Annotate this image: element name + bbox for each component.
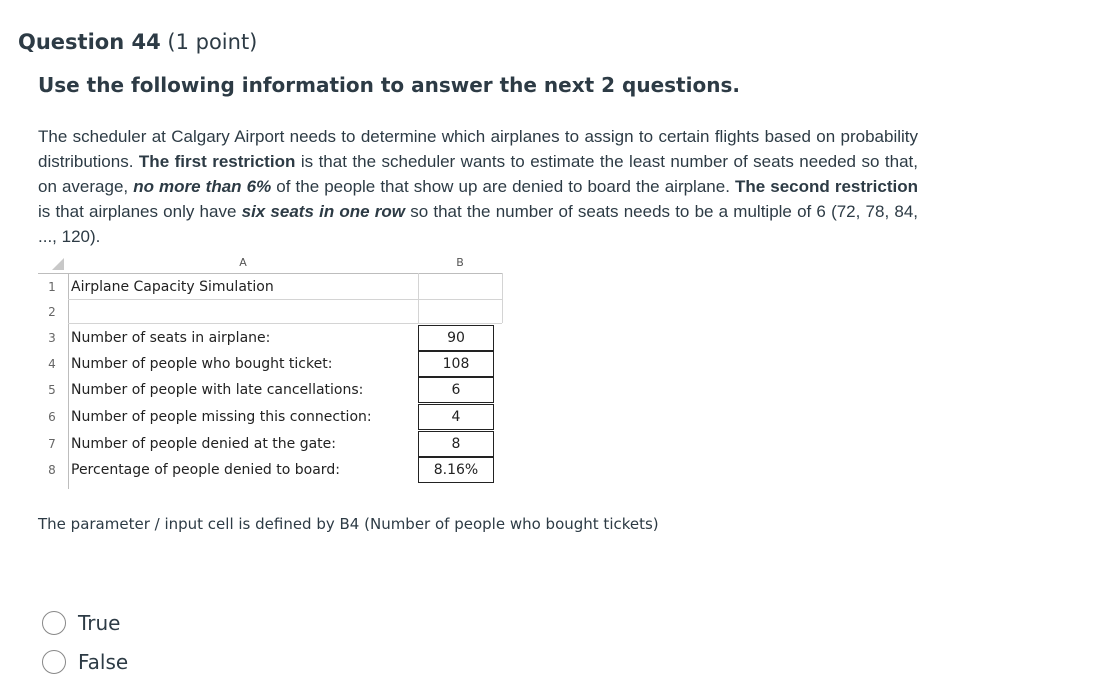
row-divider <box>68 323 502 324</box>
question-paragraph <box>38 124 918 249</box>
cell-label: Number of people with late cancellations: <box>71 382 364 398</box>
row-number: 2 <box>48 305 56 319</box>
cell-value: 8.16% <box>418 457 494 483</box>
column-divider <box>418 273 419 323</box>
cell-label: Number of people who bought ticket: <box>71 356 333 372</box>
cell-value: 6 <box>418 377 494 403</box>
cell-label: Airplane Capacity Simulation <box>71 279 274 295</box>
cell-value: 108 <box>418 351 494 377</box>
row-number: 5 <box>48 383 56 397</box>
spreadsheet-image <box>38 253 508 493</box>
question-points: (1 point) <box>167 30 258 54</box>
row-number: 6 <box>48 410 56 424</box>
radio-button[interactable] <box>42 611 66 635</box>
question-number: Question 44 <box>18 30 161 54</box>
select-all-corner <box>52 258 64 270</box>
first-restriction: The first restriction <box>138 152 296 171</box>
para-text-3: of the people that show up are denied to board the airplane. <box>271 177 735 196</box>
seats-emphasis: six seats in one row <box>241 202 406 221</box>
column-header-b: B <box>456 256 464 269</box>
cell-value: 4 <box>418 404 494 430</box>
row-number: 7 <box>48 437 56 451</box>
row-number: 3 <box>48 331 56 345</box>
row-number: 8 <box>48 463 56 477</box>
cell-label: Number of seats in airplane: <box>71 330 271 346</box>
row-header-divider <box>68 273 69 489</box>
cell-value: 90 <box>418 325 494 351</box>
row-number: 4 <box>48 357 56 371</box>
parameter-note: The parameter / input cell is defined by B4 (Number of people who bought tickets) <box>38 515 659 533</box>
cell-label: Number of people missing this connection: <box>71 409 372 425</box>
answer-option-false[interactable] <box>42 648 128 676</box>
cell-label: Number of people denied at the gate: <box>71 436 336 452</box>
instruction-text: Use the following information to answer the next 2 questions. <box>38 73 740 97</box>
option-label[interactable]: True <box>78 611 121 635</box>
second-restriction: The second restriction <box>734 177 918 196</box>
column-header-a: A <box>239 256 247 269</box>
para-text-4: is that airplanes only have <box>38 202 242 221</box>
radio-button[interactable] <box>42 650 66 674</box>
option-label[interactable]: False <box>78 650 129 674</box>
cell-value: 8 <box>418 431 494 457</box>
para-text-5: so that the number of seats needs to be a multiple of 6 (72, 78, 84, ..., 120). <box>38 202 918 246</box>
answer-option-true[interactable] <box>42 609 120 637</box>
cell-label: Percentage of people denied to board: <box>71 462 340 478</box>
column-divider <box>502 273 503 323</box>
row-number: 1 <box>48 280 56 294</box>
para-text-1: The scheduler at Calgary Airport needs to determine which airplanes to assign to certain flights based on probability distributions. <box>38 127 918 171</box>
limit-emphasis: no more than 6% <box>133 177 272 196</box>
para-text-2: is that the scheduler wants to estimate the least number of seats needed so that, on average, <box>38 152 918 196</box>
question-header <box>18 30 257 54</box>
